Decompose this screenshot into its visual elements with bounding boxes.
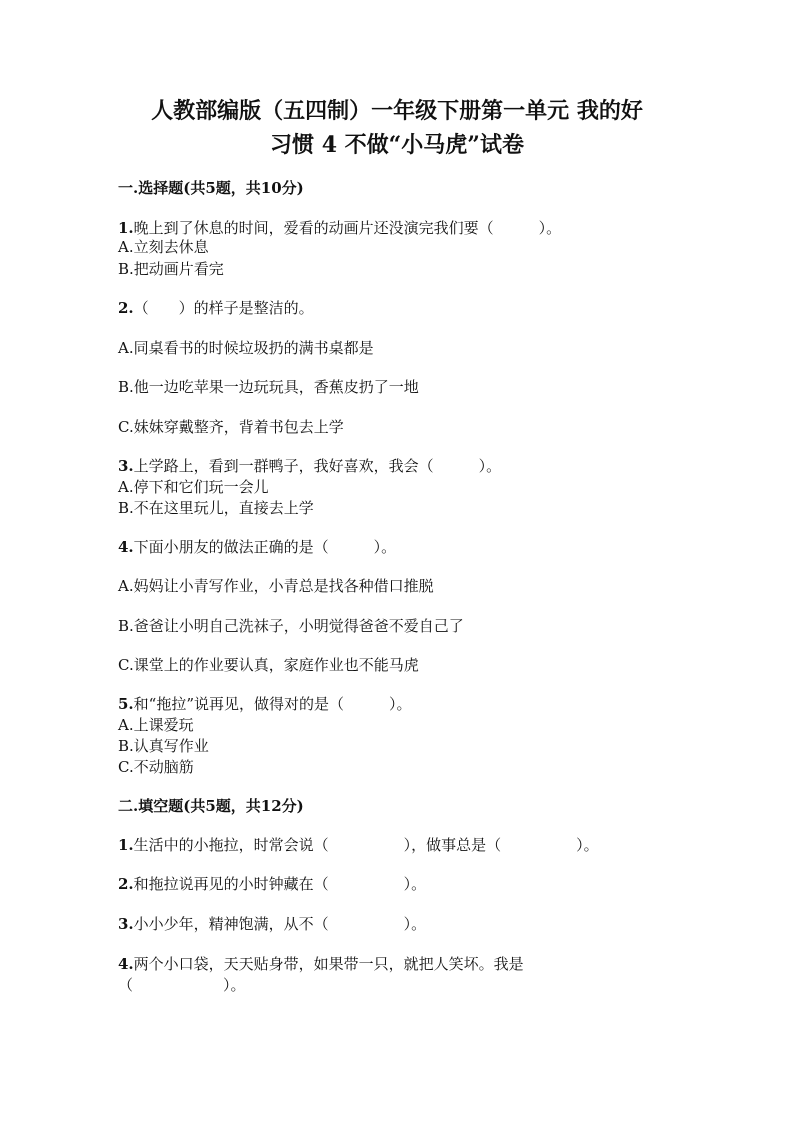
question-stem <box>118 835 599 855</box>
question-stem <box>118 456 501 476</box>
question-number: 1. <box>118 219 134 237</box>
question-stem <box>118 954 524 974</box>
option-item: A.同桌看书的时候垃圾扔的满书桌都是 <box>118 339 374 357</box>
option-item: B.认真写作业 <box>118 737 209 755</box>
question-text: 和拖拉说再见的小时钟藏在（ ）。 <box>133 875 427 893</box>
question-number: 1. <box>118 836 134 854</box>
option-item: C.不动脑筋 <box>118 758 194 776</box>
section-heading-fill: 二.填空题(共5题，共12分) <box>118 797 304 815</box>
question-stem <box>118 914 426 934</box>
question-number: 5. <box>118 695 134 713</box>
question-stem <box>118 218 561 238</box>
question-stem <box>118 694 412 714</box>
question-number: 3. <box>118 457 134 475</box>
option-item: A.上课爱玩 <box>118 716 194 734</box>
question-text: 下面小朋友的做法正确的是（ ）。 <box>133 538 397 556</box>
question-text: 两个小口袋，天天贴身带，如果带一只，就把人笑坏。我是 <box>133 955 524 973</box>
option-item: A.停下和它们玩一会儿 <box>118 478 269 496</box>
option-item: A.妈妈让小青写作业，小青总是找各种借口推脱 <box>118 577 434 595</box>
option-item: B.把动画片看完 <box>118 260 224 278</box>
page-title-line2: 习惯 4 不做“小马虎”试卷 <box>270 132 524 158</box>
section-heading-choice: 一.选择题(共5题，共10分) <box>118 179 304 197</box>
question-text: 小小少年，精神饱满，从不（ ）。 <box>133 915 427 933</box>
option-item: C.妹妹穿戴整齐，背着书包去上学 <box>118 418 344 436</box>
question-number: 2. <box>118 299 134 317</box>
option-item: B.他一边吃苹果一边玩玩具，香蕉皮扔了一地 <box>118 378 419 396</box>
question-continuation: （ ）。 <box>118 976 246 994</box>
question-number: 3. <box>118 915 134 933</box>
question-text: 生活中的小拖拉，时常会说（ ），做事总是（ ）。 <box>133 836 599 854</box>
option-item: B.不在这里玩儿，直接去上学 <box>118 499 314 517</box>
option-item: A.立刻去休息 <box>118 238 209 256</box>
question-text: 和“拖拉”说再见，做得对的是（ ）。 <box>133 695 412 713</box>
question-number: 4. <box>118 955 134 973</box>
option-item: B.爸爸让小明自己洗袜子，小明觉得爸爸不爱自己了 <box>118 617 464 635</box>
question-text: （ ）的样子是整洁的。 <box>133 299 314 317</box>
question-number: 4. <box>118 538 134 556</box>
question-number: 2. <box>118 875 134 893</box>
question-stem <box>118 298 314 318</box>
page-title-line1: 人教部编版（五四制）一年级下册第一单元 我的好 <box>151 98 643 124</box>
question-text: 上学路上，看到一群鸭子，我好喜欢，我会（ ）。 <box>133 457 502 475</box>
question-text: 晚上到了休息的时间，爱看的动画片还没演完我们要（ ）。 <box>133 219 562 237</box>
option-item: C.课堂上的作业要认真，家庭作业也不能马虎 <box>118 656 419 674</box>
question-stem <box>118 537 396 557</box>
question-stem <box>118 874 426 894</box>
